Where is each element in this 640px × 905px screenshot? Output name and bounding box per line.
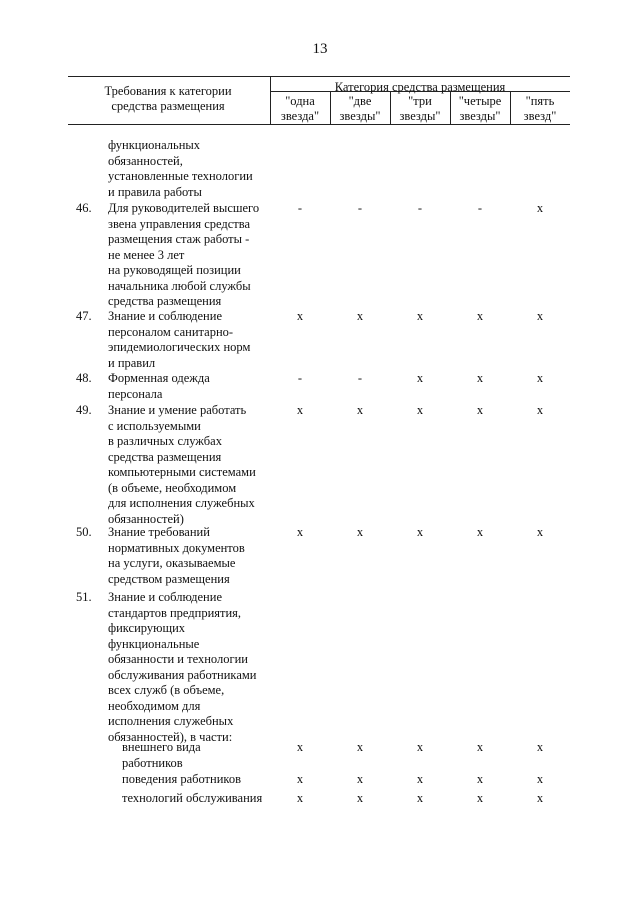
row-number: 47. [76, 309, 92, 323]
category-mark: x [536, 525, 544, 539]
category-mark: x [356, 309, 364, 323]
row-number: 50. [76, 525, 92, 539]
category-mark: x [536, 371, 544, 385]
requirement-text-line: эпидемиологических норм [108, 340, 251, 354]
requirement-text-line: обязанностей), в части: [108, 729, 233, 744]
category-mark: x [416, 309, 424, 323]
category-mark: x [476, 791, 484, 805]
category-mark: - [297, 201, 303, 215]
category-mark: x [536, 791, 544, 805]
requirement-text-line: всех служб (в объеме, [108, 683, 225, 697]
column-header-line: звезда" [280, 109, 320, 123]
category-mark: x [356, 525, 364, 539]
category-mark: x [476, 403, 484, 417]
requirement-text-line: исполнения служебных [108, 714, 234, 728]
header-bottom-rule [68, 124, 570, 125]
requirement-text-line: средства размещения [108, 449, 222, 464]
category-mark: x [536, 772, 544, 786]
requirement-text-line: размещения стаж работы - [108, 232, 250, 246]
requirement-text-line: Знание и соблюдение [108, 309, 222, 323]
requirement-text-line: стандартов предприятия, [108, 605, 242, 620]
requirement-text-line: начальника любой службы [108, 278, 251, 293]
category-mark: x [416, 791, 424, 805]
requirement-text-line: Знание и соблюдение [108, 590, 222, 604]
requirement-text-line: в различных службах [108, 434, 222, 448]
category-mark: - [357, 371, 363, 385]
requirement-text-line: (в объеме, необходимом [108, 480, 237, 495]
requirements-header-line: Требования к категории [104, 84, 232, 98]
category-mark: x [416, 403, 424, 417]
column-header-line: "четыре [458, 94, 502, 108]
requirement-text-line: внешнего вида [122, 740, 201, 754]
page-number: 13 [312, 41, 328, 57]
column-header-line: "три [408, 94, 432, 108]
category-mark: x [416, 740, 424, 754]
column-header-two-stars [330, 94, 390, 124]
requirement-text-line: Для руководителей высшего [108, 201, 260, 215]
requirement-text-line: обязанности и технологии [108, 652, 248, 666]
requirement-text-line: на услуги, оказываемые [108, 556, 236, 570]
category-mark: x [536, 740, 544, 754]
category-mark: - [297, 371, 303, 385]
category-mark: x [536, 309, 544, 323]
requirement-text-line: средства размещения [108, 294, 222, 308]
column-header-line: звезды" [339, 109, 381, 123]
header-top-rule [68, 76, 570, 77]
category-mark: x [476, 371, 484, 385]
category-mark: x [296, 740, 304, 754]
category-mark: x [356, 772, 364, 786]
requirement-text-line: и правила работы [108, 184, 202, 199]
column-header-one-star [270, 94, 330, 124]
requirement-text-line: Знание и умение работать [108, 403, 247, 417]
category-mark: - [357, 201, 363, 215]
column-header-five-stars [510, 94, 570, 124]
requirement-text-line: обязанностей, [108, 153, 183, 168]
category-mark: x [476, 740, 484, 754]
column-header-line: звезды" [459, 109, 501, 123]
column-header-three-stars [390, 94, 450, 124]
requirement-text-line: функциональные [108, 636, 200, 651]
requirement-text-line: необходимом для [108, 698, 201, 713]
row-number: 49. [76, 403, 92, 417]
row-number: 51. [76, 590, 92, 604]
requirement-text-line: на руководящей позиции [108, 263, 241, 277]
row-number: 48. [76, 371, 92, 385]
requirement-text-line: компьютерными системами [108, 465, 256, 479]
requirement-text-line: обслуживания работниками [108, 667, 257, 682]
requirement-text-line: Форменная одежда [108, 371, 210, 385]
requirement-text-line: поведения работников [122, 772, 241, 786]
requirement-text-line: с используемыми [108, 418, 201, 433]
category-mark: x [476, 525, 484, 539]
category-mark: x [356, 403, 364, 417]
category-mark: x [296, 403, 304, 417]
column-header-line: "одна [285, 94, 315, 108]
category-mark: - [417, 201, 423, 215]
requirement-text-line: фиксирующих [108, 621, 186, 635]
requirements-header-line: средства размещения [111, 99, 225, 113]
requirements-header [68, 84, 268, 114]
requirement-text-line: функциональных [108, 138, 201, 152]
requirement-text-line: обязанностей) [108, 511, 184, 526]
category-mark: x [296, 772, 304, 786]
requirement-text-line: звена управления средства [108, 216, 251, 231]
requirement-text-line: установленные технологии [108, 169, 253, 183]
category-mark: x [536, 201, 544, 215]
requirement-text-line: персонала [108, 386, 163, 401]
requirement-text-line: нормативных документов [108, 540, 245, 555]
requirement-text-line: средством размещения [108, 571, 230, 586]
category-mark: x [416, 772, 424, 786]
requirement-text-line: и правил [108, 355, 156, 370]
category-mark: x [356, 791, 364, 805]
requirement-text-line: для исполнения служебных [108, 496, 255, 510]
column-header-four-stars [450, 94, 510, 124]
category-mark: - [477, 201, 483, 215]
column-header-line: "пять [525, 94, 555, 108]
category-mark: x [296, 791, 304, 805]
column-header-line: "две [348, 94, 372, 108]
category-mark: x [476, 309, 484, 323]
requirement-text-line: работников [122, 755, 183, 770]
row-number: 46. [76, 201, 92, 215]
column-header-line: звезды" [399, 109, 441, 123]
requirement-text-line: Знание требований [108, 525, 210, 539]
requirement-text-line: не менее 3 лет [108, 247, 185, 262]
category-mark: x [416, 525, 424, 539]
category-mark: x [416, 371, 424, 385]
requirement-text-line: персоналом санитарно- [108, 324, 234, 339]
category-mark: x [296, 525, 304, 539]
category-header: Категория средства размещения [334, 80, 506, 94]
category-mark: x [476, 772, 484, 786]
category-mark: x [356, 740, 364, 754]
column-header-line: звезд" [523, 109, 557, 123]
category-mark: x [536, 403, 544, 417]
category-mark: x [296, 309, 304, 323]
requirement-text-line: технологий обслуживания [122, 791, 263, 805]
